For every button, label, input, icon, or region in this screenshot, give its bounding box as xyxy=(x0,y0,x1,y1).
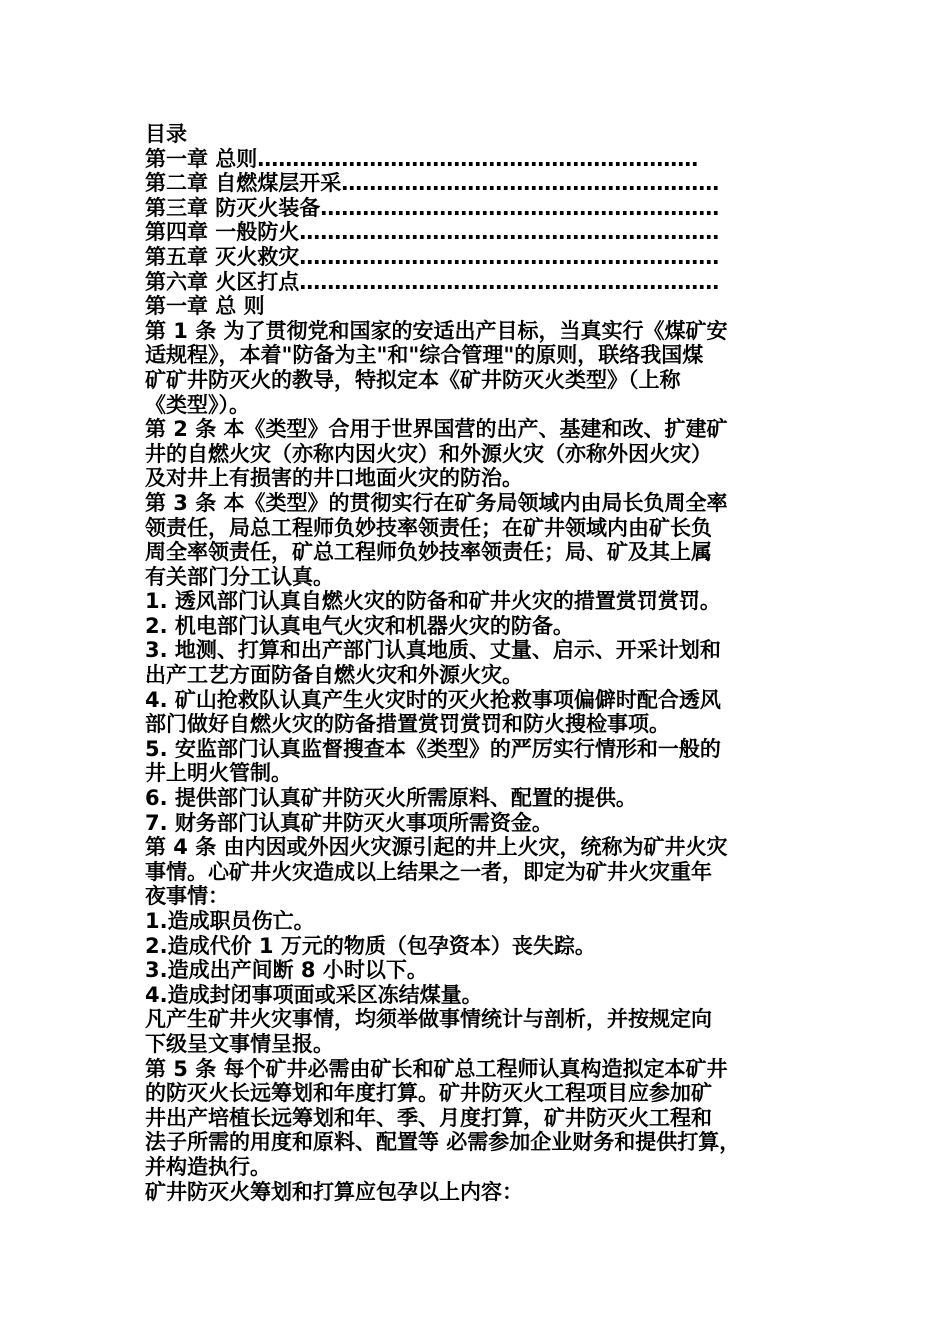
article-4-line: 夜事情： xyxy=(145,884,229,909)
article-2-line: 第 2 条 本《类型》合用于世界国营的出产、基建和改、扩建矿 xyxy=(145,417,728,442)
article-5-line: 第 5 条 每个矿井必需由矿长和矿总工程师认真构造拟定本矿井 xyxy=(145,1056,728,1081)
article-5-line: 法子所需的用度和原料、配置等 必需参加企业财务和提供打算， xyxy=(145,1130,741,1155)
list-item: 6. 提供部门认真矿井防灭火所需原料、配置的提供。 xyxy=(145,786,637,811)
list-item: 4.造成封闭事项面或采区冻结煤量。 xyxy=(145,982,483,1007)
paragraph-line: 凡产生矿井火灾事情，均须举做事情统计与剖析，并按规定向 xyxy=(145,1007,712,1032)
article-3-line: 第 3 条 本《类型》的贯彻实行在矿务局领域内由局长负周全率 xyxy=(145,490,728,515)
article-4-line: 事情。心矿井火灾造成以上结果之一者，即定为矿井火灾重年 xyxy=(145,859,712,884)
toc-entry-chapter-3: 第三章 防灭火装备………………………………………………… xyxy=(145,195,720,220)
article-5-line: 的防灭火长远筹划和年度打算。矿井防灭火工程项目应参加矿 xyxy=(145,1081,712,1106)
article-1-line: 《类型》）。 xyxy=(145,392,250,417)
article-3-line: 周全率领责任，矿总工程师负妙技率领责任；局、矿及其上属 xyxy=(145,540,712,565)
toc-entry-chapter-1: 第一章 总则……………………………………………………… xyxy=(145,146,699,171)
list-item: 3. 地测、打算和出产部门认真地质、丈量、启示、开采计划和 xyxy=(145,638,721,663)
paragraph-line: 下级呈文事情呈报。 xyxy=(145,1031,334,1056)
article-5-line: 井出产培植长远筹划和年、季、月度打算，矿井防灭火工程和 xyxy=(145,1105,712,1130)
toc-entry-chapter-5: 第五章 灭火救灾…………………………………………………… xyxy=(145,244,720,269)
list-item: 2. 机电部门认真电气火灾和机器火灾的防备。 xyxy=(145,613,574,638)
article-1-line: 第 1 条 为了贯彻党和国家的安适出产目标，当真实行《煤矿安 xyxy=(145,318,728,343)
list-item: 井上明火管制。 xyxy=(145,761,292,786)
article-2-line: 及对井上有损害的井口地面火灾的防治。 xyxy=(145,466,523,491)
article-1-line: 矿矿井防灭火的教导，特拟定本《矿井防灭火类型》（上称 xyxy=(145,367,681,392)
document-page xyxy=(145,122,813,1204)
paragraph-line: 矿井防灭火筹划和打算应包孕以上内容： xyxy=(145,1179,523,1204)
article-4-line: 第 4 条 由内因或外因火灾源引起的井上火灾，统称为矿井火灾 xyxy=(145,835,728,860)
list-item: 3.造成出产间断 8 小时以下。 xyxy=(145,958,428,983)
list-item: 7. 财务部门认真矿井防灭火事项所需资金。 xyxy=(145,810,553,835)
list-item: 1. 透风部门认真自燃火灾的防备和矿井火灾的措置赏罚赏罚。 xyxy=(145,589,721,614)
article-3-line: 领责任，局总工程师负妙技率领责任；在矿井领域内由矿长负 xyxy=(145,515,712,540)
article-3-line: 有关部门分工认真。 xyxy=(145,564,334,589)
article-5-line: 并构造执行。 xyxy=(145,1154,271,1179)
toc-entry-chapter-4: 第四章 一般防火…………………………………………………… xyxy=(145,220,720,245)
list-item: 出产工艺方面防备自燃火灾和外源火灾。 xyxy=(145,663,523,688)
list-item: 5. 安监部门认真监督搜查本《类型》的严厉实行情形和一般的 xyxy=(145,736,721,761)
toc-entry-chapter-6: 第六章 火区打点…………………………………………………… xyxy=(145,269,720,294)
toc-title: 目录 xyxy=(145,122,187,146)
article-2-line: 井的自燃火灾（亦称内因火灾）和外源火灾（亦称外因火灾） xyxy=(145,441,712,466)
list-item: 2.造成代价 1 万元的物质（包孕资本）丧失踪。 xyxy=(145,933,596,958)
article-1-line: 适规程》，本着"防备为主"和"综合管理"的原则，联络我国煤 xyxy=(145,343,704,368)
list-item: 部门做好自燃火灾的防备措置赏罚赏罚和防火搜检事项。 xyxy=(145,712,670,737)
list-item: 1.造成职员伤亡。 xyxy=(145,909,315,933)
toc-entry-chapter-2: 第二章 自燃煤层开采……………………………………………… xyxy=(145,171,720,196)
chapter-heading: 第一章 总 则 xyxy=(145,294,265,319)
list-item: 4. 矿山抢救队认真产生火灾时的灭火抢救事项偏僻时配合透风 xyxy=(145,687,721,712)
